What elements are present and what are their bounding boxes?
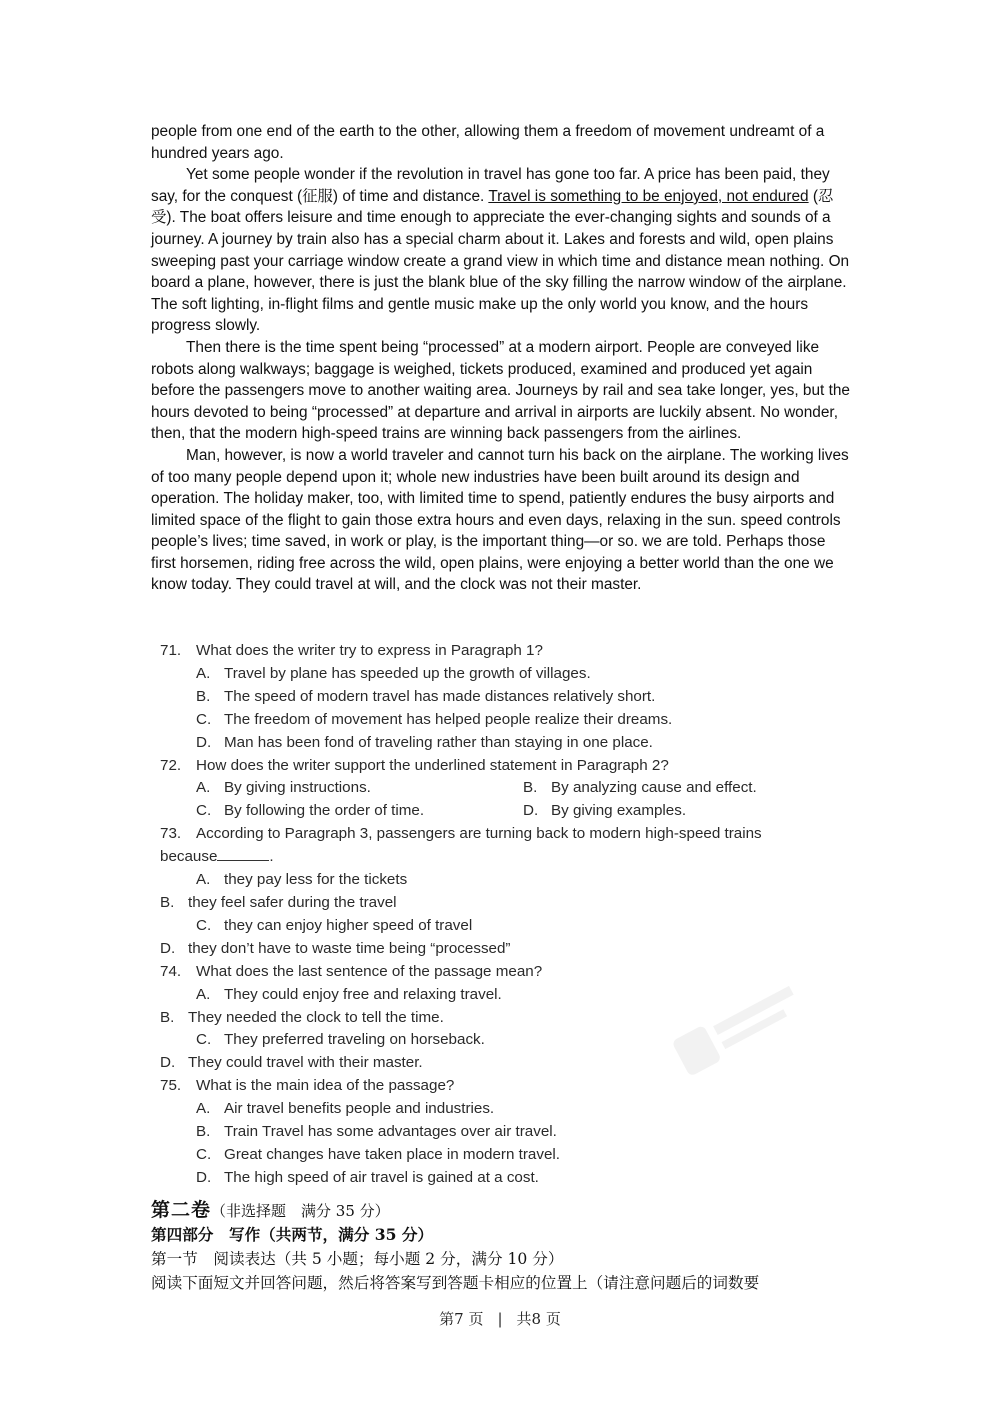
- option-74-b: B. They needed the clock to tell the time.: [160, 1008, 444, 1026]
- option-73-c: C. they can enjoy higher speed of travel: [196, 916, 473, 934]
- volume-heading: [151, 1198, 851, 1223]
- option-71-b: B. The speed of modern travel has made distances relatively short.: [196, 687, 656, 705]
- option-75-d: D. The high speed of air travel is gained at a cost.: [196, 1168, 539, 1186]
- option-75-a: A. Air travel benefits people and industries.: [196, 1100, 495, 1118]
- instruction-text: 阅读下面短文并回答问题，然后将答案写到答题卡相应的位置上（请注意问题后的词数要: [151, 1274, 760, 1292]
- option-73-d: D. they don’t have to waste time being “processed”: [160, 939, 511, 957]
- volume-title: 第二卷: [151, 1199, 212, 1221]
- page-total: 共8 页: [516, 1310, 561, 1328]
- option-75-c: C. Great changes have taken place in modern travel.: [196, 1145, 561, 1163]
- subsection-heading: 第一节 阅读表达（共 5 小题；每小题 2 分，满分 10 分）: [151, 1250, 564, 1268]
- answer-blank: [217, 846, 269, 861]
- option-74-d: D. They could travel with their master.: [160, 1054, 423, 1072]
- page-footer: [0, 1308, 1000, 1329]
- option-74-a: A. They could enjoy free and relaxing travel.: [196, 985, 502, 1003]
- option-71-c: C. The freedom of movement has helped people realize their dreams.: [196, 710, 673, 728]
- question-stem: How does the writer support the underlined statement in Paragraph 2?: [196, 756, 669, 774]
- question-stem: According to Paragraph 3, passengers are turning back to modern high-speed trains: [196, 825, 762, 843]
- option-74-c: C. They preferred traveling on horseback.: [196, 1031, 485, 1049]
- question-number: 73.: [160, 825, 182, 843]
- question-73-continued: because .: [160, 848, 274, 866]
- part-heading: 第四部分 写作（共两节，满分 35 分）: [151, 1225, 434, 1244]
- options-72-row-2: [196, 800, 850, 823]
- question-75: [160, 1075, 850, 1098]
- question-number: 75.: [160, 1077, 182, 1095]
- option-71-a: A. Travel by plane has speeded up the growth of villages.: [196, 664, 591, 682]
- question-stem: What does the last sentence of the passage mean?: [196, 962, 543, 980]
- question-list: [160, 640, 850, 1190]
- option-72-d: D. By giving examples.: [523, 802, 687, 820]
- paragraph-1-tail: people from one end of the earth to the other, allowing them a freedom of movement undreamt of a hundred years ago.: [151, 123, 825, 162]
- question-number: 74.: [160, 962, 182, 980]
- option-71-d: D. Man has been fond of traveling rather than staying in one place.: [196, 733, 653, 751]
- question-72: [160, 755, 850, 778]
- underlined-statement: Travel is something to be enjoyed, not endured: [488, 187, 809, 205]
- question-71: [160, 640, 850, 663]
- question-stem: What is the main idea of the passage?: [196, 1077, 455, 1095]
- paragraph-2: [151, 164, 851, 337]
- option-72-a: A. By giving instructions.: [196, 779, 371, 797]
- paragraph-2-rest: (忍受). The boat offers leisure and time enough to appreciate the ever-changing sights and sounds of a journey. A journey by train also has a special charm about it. Lakes and forests and wild, open plains sweeping past your carriage window create a grand view in which time and distance mean nothing. On board a plane, however, there is just the blank blue of the sky filling the narrow window of the airplane. The soft lighting, in-flight films and gentle music make up the only world you know, and the hours progress slowly.: [151, 187, 850, 335]
- paragraph-2-start: Yet some people wonder if the revolution in travel has gone too far. A price has been paid, they say, for the conquest (征服) of time and distance.: [151, 166, 830, 205]
- page-number: 第7 页: [439, 1310, 484, 1328]
- question-number: 72.: [160, 756, 182, 774]
- reading-passage: [151, 121, 851, 596]
- options-72-row-1: [196, 777, 850, 800]
- paragraph-3: Then there is the time spent being “processed” at a modern airport. People are conveyed like robots along walkways; baggage is weighed, tickets produced, examined and produced yet again before the passengers move to another waiting area. Journeys by rail and sea take longer, yes, but the hours devoted to being “processed” at departure and arrival in airports are luckily absent. No wonder, then, that the modern high-speed trains are winning back passengers from the airlines.: [151, 338, 850, 443]
- writing-section: [151, 1198, 851, 1295]
- question-73: [160, 823, 850, 846]
- option-72-b: B. By analyzing cause and effect.: [523, 779, 757, 797]
- question-number: 71.: [160, 642, 182, 659]
- option-73-a: A. they pay less for the tickets: [196, 871, 408, 889]
- option-75-b: B. Train Travel has some advantages over air travel.: [196, 1123, 557, 1141]
- option-73-b: B. they feel safer during the travel: [160, 893, 397, 911]
- option-72-c: C. By following the order of time.: [196, 802, 425, 820]
- volume-note: （非选择题 满分 35 分）: [211, 1202, 390, 1220]
- question-74: [160, 961, 850, 984]
- question-stem: What does the writer try to express in Paragraph 1?: [196, 642, 543, 659]
- paragraph-4: Man, however, is now a world traveler and cannot turn his back on the airplane. The working lives of too many people depend upon it; whole new industries have been built around its design and operation. The holiday maker, too, with limited time to spend, patiently endures the busy airports and limited space of the flight to gain those extra hours and even days, relaxing in the sun. speed controls people’s lives; time saved, in work or play, is the important thing—or so. we are told. Perhaps those first horsemen, riding free across the wild, open plains, were enjoying a better world than the one we know today. They could travel at will, and the clock was not their master.: [151, 446, 849, 594]
- footer-separator: |: [497, 1310, 503, 1328]
